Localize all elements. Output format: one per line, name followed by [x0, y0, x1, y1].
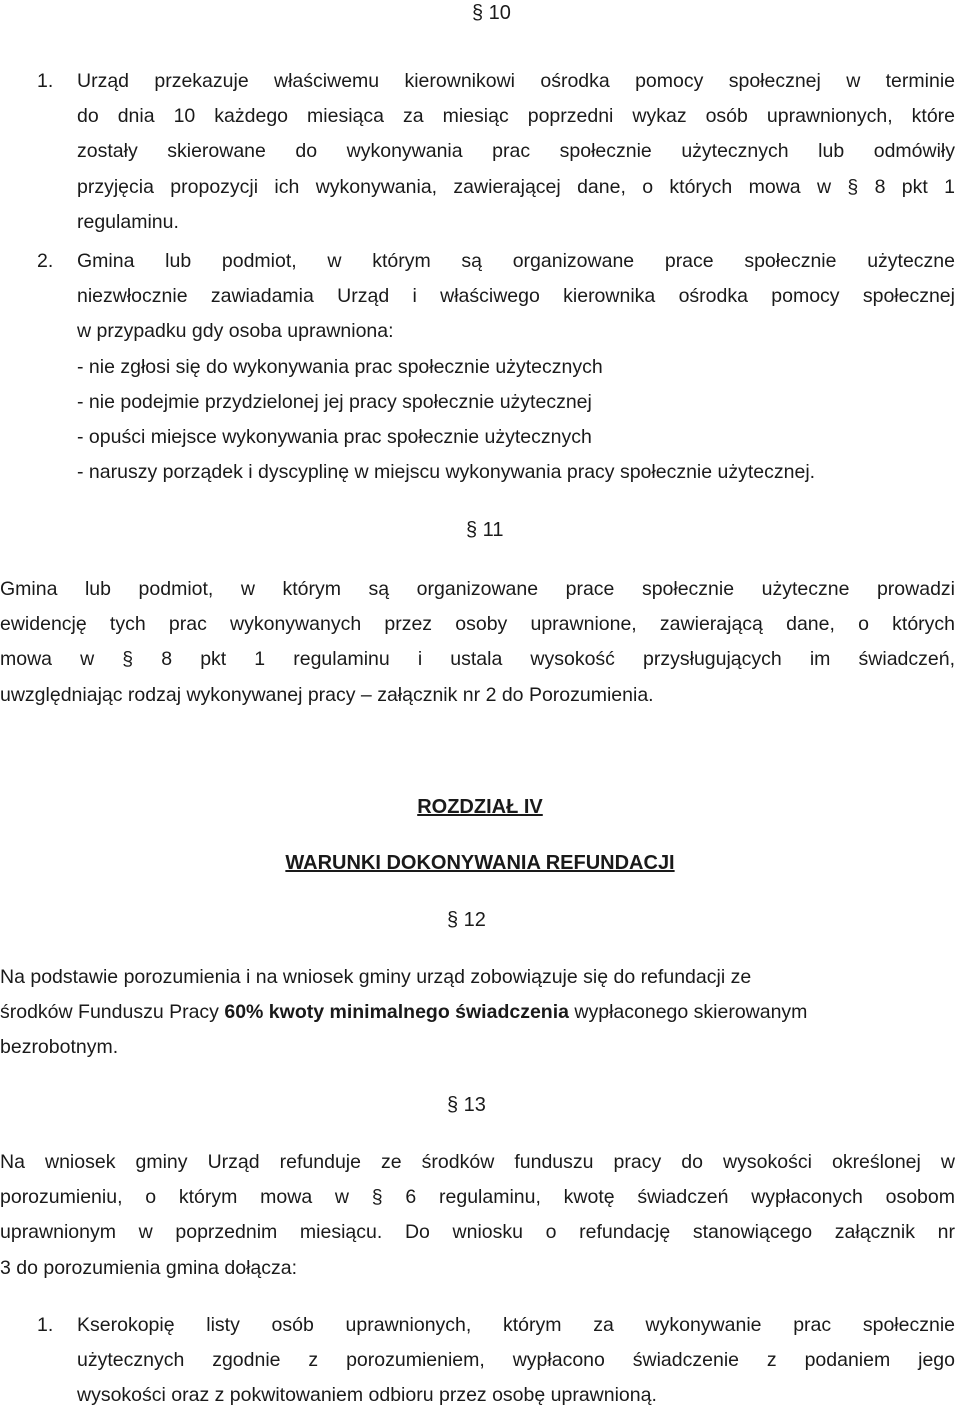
text-line: ewidencję tych prac wykonywanych przez osoby uprawnione, zawierającą dane, o których — [0, 613, 955, 636]
text-line: 3 do porozumienia gmina dołącza: — [0, 1256, 298, 1279]
list-item: - naruszy porządek i dyscyplinę w miejscu wykonywania pracy społecznie użytecznej. — [77, 461, 816, 484]
text-line: przyjęcia propozycji ich wykonywania, zawierającej dane, o których mowa w § 8 pkt 1 — [77, 175, 955, 198]
list-item: - nie podejmie przydzielonej jej pracy społecznie użytecznej — [77, 390, 592, 413]
text-line: Na podstawie porozumienia i na wniosek gminy urząd zobowiązuje się do refundacji ze — [0, 966, 752, 988]
text-line: zostały skierowane do wykonywania prac społecznie użytecznych lub odmówiły — [77, 140, 955, 163]
section-13-item-1 — [37, 1308, 955, 1414]
section-10-heading: § 10 — [472, 2, 511, 24]
text-line: użytecznych zgodnie z porozumieniem, wypłacono świadczenie z podaniem jego — [77, 1349, 955, 1372]
text-line — [0, 995, 940, 1030]
text-line: Na wniosek gminy Urząd refunduje ze środków funduszu pracy do wysokości określonej w — [0, 1151, 955, 1173]
text-line: niezwłocznie zawiadamia Urząd i właściwego kierownika ośrodka pomocy społecznej — [77, 285, 955, 308]
section-10-item-1 — [37, 64, 955, 240]
item-number: 2. — [37, 250, 54, 272]
text-line: Kserokopię listy osób uprawnionych, którym za wykonywanie prac społecznie — [77, 1314, 955, 1336]
text-line: uprawnionym w poprzednim miesiącu. Do wniosku o refundację stanowiącego załącznik nr — [0, 1221, 955, 1244]
section-11-text — [0, 572, 955, 713]
text-line: Gmina lub podmiot, w którym są organizowane prace społecznie użyteczne — [77, 250, 955, 272]
text-line: bezrobotnym. — [0, 1036, 119, 1059]
section-13-text — [0, 1145, 955, 1286]
text-line: Gmina lub podmiot, w którym są organizowane prace społecznie użyteczne prowadzi — [0, 578, 955, 600]
item-number: 1. — [37, 1314, 54, 1336]
item-number: 1. — [37, 70, 54, 92]
section-10-item-2 — [37, 244, 955, 490]
chapter-title: ROZDZIAŁ IV — [417, 796, 543, 818]
text-line: w przypadku gdy osoba uprawniona: — [77, 320, 394, 343]
text-line: do dnia 10 każdego miesiąca za miesiąc poprzedni wykaz osób uprawnionych, które — [77, 105, 955, 128]
section-12-text — [0, 960, 940, 1066]
list-item: - opuści miejsce wykonywania prac społecznie użytecznych — [77, 426, 592, 449]
list-item: - nie zgłosi się do wykonywania prac społecznie użytecznych — [77, 355, 603, 378]
text-line: uwzględniając rodzaj wykonywanej pracy – załącznik nr 2 do Porozumienia. — [0, 683, 654, 706]
text-line: porozumieniu, o którym mowa w § 6 regulaminu, kwotę świadczeń wypłaconych osobom — [0, 1186, 955, 1209]
text-line: mowa w § 8 pkt 1 regulaminu i ustala wysokość przysługujących im świadczeń, — [0, 648, 955, 671]
text-line: regulaminu. — [77, 210, 179, 233]
text-line: wysokości oraz z pokwitowaniem odbioru przez osobę uprawnioną. — [77, 1384, 657, 1407]
text-run: wypłaconego skierowanym — [568, 1001, 808, 1024]
text-run: środków Funduszu Pracy — [0, 1001, 225, 1024]
section-11-heading: § 11 — [466, 519, 504, 541]
text-line: Urząd przekazuje właściwemu kierownikowi ośrodka pomocy społecznej w terminie — [77, 70, 955, 92]
section-13-heading: § 13 — [447, 1094, 486, 1116]
bold-amount: 60% kwoty minimalnego świadczenia — [224, 1001, 569, 1024]
chapter-subtitle: WARUNKI DOKONYWANIA REFUNDACJI — [285, 852, 675, 874]
section-12-heading: § 12 — [447, 909, 486, 931]
